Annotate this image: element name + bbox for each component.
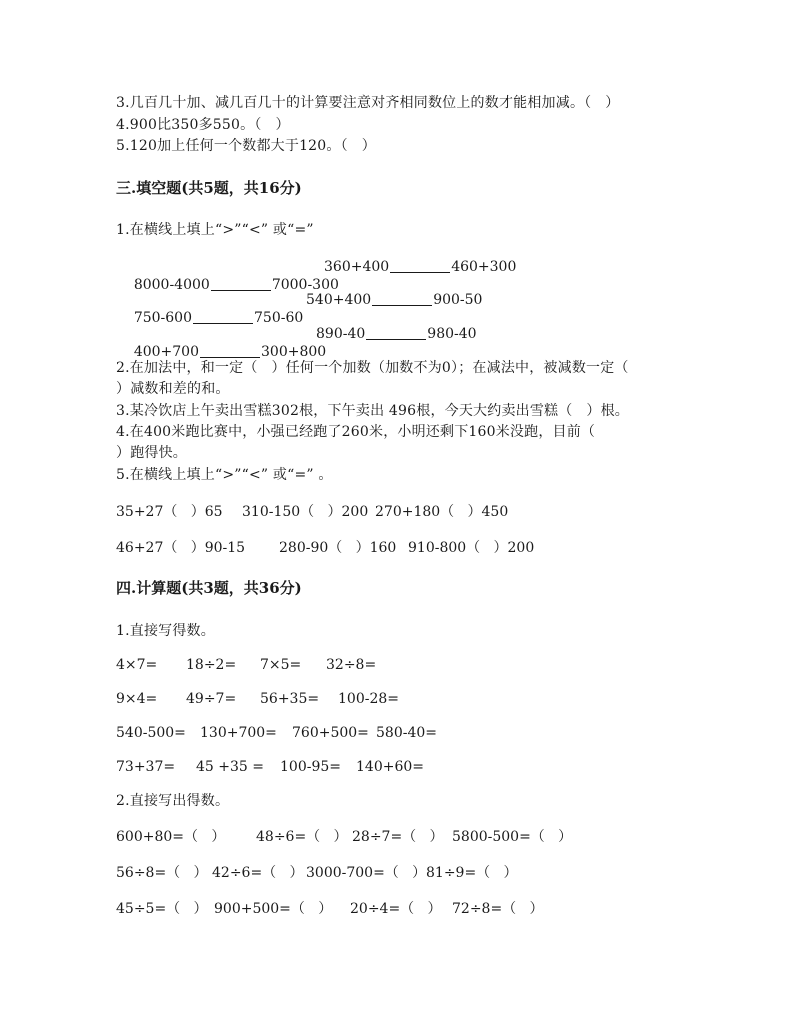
calc-item: 56÷8=（ ）: [116, 865, 208, 881]
calc-item: 100-28=: [338, 691, 399, 707]
fill-q4-line1: 4.在400米跑比赛中，小强已经跑了260米，小明还剩下160米没跑，目前（: [116, 424, 596, 440]
compare-left: 8000-4000: [133, 277, 210, 293]
calc-item: 130+700=: [200, 725, 277, 741]
judge-question-5: 5.120加上任何一个数都大于120。（ ）: [116, 138, 376, 154]
judge-question-4: 4.900比350多550。（ ）: [116, 117, 290, 133]
compare-right: 750-60: [254, 310, 304, 326]
compare-right: 7000-300: [271, 277, 339, 293]
calc-q1-prompt: 1.直接写得数。: [116, 623, 215, 639]
compare-item: 910-800（ ）200: [408, 540, 535, 556]
calc-item: 49÷7=: [186, 691, 237, 707]
compare-left: 890-40: [316, 326, 366, 342]
calc-item: 5800-500=（ ）: [452, 829, 573, 845]
compare-item: 46+27（ ）90-15: [116, 540, 246, 556]
calc-item: 600+80=（ ）: [116, 829, 226, 845]
answer-blank[interactable]: [372, 291, 432, 306]
calc-item: 580-40=: [376, 725, 437, 741]
compare-left: 360+400: [324, 259, 390, 275]
calc-row: [116, 900, 544, 1008]
calc-item: 140+60=: [356, 759, 424, 775]
calc-item: 540-500=: [116, 725, 186, 741]
compare-left: 750-600: [133, 310, 192, 326]
calc-item: 73+37=: [116, 759, 176, 775]
calc-item: 45÷5=（ ）: [116, 901, 208, 917]
calc-item: 9×4=: [116, 691, 158, 707]
section-4-heading: 四.计算题(共3题，共36分): [116, 579, 302, 597]
answer-blank[interactable]: [200, 343, 260, 358]
calc-item: 48÷6=（ ）: [256, 829, 348, 845]
calc-item: 32÷8=: [326, 657, 377, 673]
fill-q2-line1: 2.在加法中，和一定（ ）任何一个加数（加数不为0）；在减法中，被减数一定（: [116, 360, 629, 376]
compare-left: 400+700: [133, 344, 199, 360]
section-3-heading: 三.填空题(共5题，共16分): [116, 179, 302, 197]
compare-item: 280-90（ ）160: [279, 540, 397, 556]
calc-q2-prompt: 2.直接写出得数。: [116, 793, 230, 809]
calc-item: 81÷9=（ ）: [426, 865, 518, 881]
calc-item: 100-95=: [280, 759, 341, 775]
fill-q1-prompt: 1.在横线上填上“>”“<” 或“=”: [116, 222, 314, 238]
compare-right: 980-40: [427, 326, 477, 342]
calc-item: 3000-700=（ ）: [306, 865, 427, 881]
calc-item: 4×7=: [116, 657, 158, 673]
answer-blank[interactable]: [193, 309, 253, 324]
calc-item: 42÷6=（ ）: [212, 865, 304, 881]
fill-q4-line2: ）跑得快。: [116, 445, 187, 461]
compare-item: 35+27（ ）65: [116, 504, 223, 520]
answer-blank[interactable]: [211, 276, 271, 291]
compare-right: 460+300: [451, 259, 517, 275]
answer-blank[interactable]: [366, 325, 426, 340]
calc-item: 760+500=: [292, 725, 369, 741]
compare-left: 540+400: [306, 292, 372, 308]
answer-blank[interactable]: [390, 258, 450, 273]
calc-item: 72÷8=（ ）: [452, 901, 544, 917]
calc-item: 28÷7=（ ）: [352, 829, 444, 845]
compare-item: 270+180（ ）450: [375, 504, 509, 520]
fill-q2-line2: ）减数和差的和。: [116, 381, 230, 397]
calc-item: 56+35=: [260, 691, 320, 707]
calc-item: 18÷2=: [186, 657, 237, 673]
calc-item: 45 +35 =: [196, 759, 264, 775]
compare-right: 900-50: [433, 292, 483, 308]
fill-q3: 3.某冷饮店上午卖出雪糕302根，下午卖出 496根，今天大约卖出雪糕（ ）根。: [116, 403, 629, 419]
fill-q5-prompt: 5.在横线上填上“>”“<” 或“=” 。: [116, 467, 333, 483]
calc-item: 900+500=（ ）: [214, 901, 333, 917]
compare-right: 300+800: [261, 344, 327, 360]
judge-question-3: 3.几百几十加、减几百几十的计算要注意对齐相同数位上的数才能相加减。（ ）: [116, 95, 620, 111]
calc-item: 20÷4=（ ）: [350, 901, 442, 917]
calc-item: 7×5=: [260, 657, 302, 673]
compare-item: 310-150（ ）200: [242, 504, 369, 520]
